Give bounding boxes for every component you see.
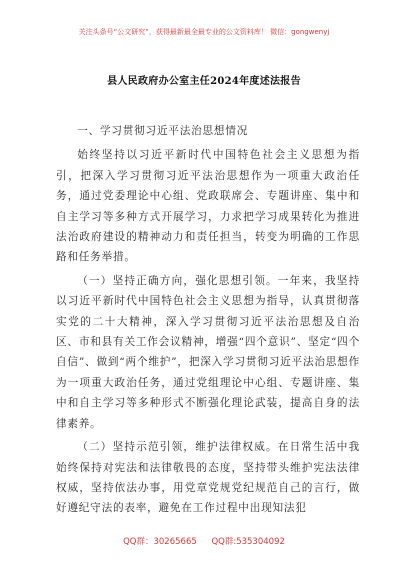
- paragraph-1: （一）坚持正确方向，强化思想引领。一年来，我坚持以习近平新时代中国特色社会主义思想为指导，认真贯彻落实党的二十大精神，深入学习贯彻习近平法治思想及自治区、市和县有关工作会议精神，增强“四个意识”、坚定“四个自信”、做到“两个维护”，把深入学习贯彻习近平法治思想作为一项重大政治任务，通过党组理论中心组、专题讲座、集中和自主学习等多种形式不断强化理论武装，提高自身的法律素养。: [56, 274, 360, 430]
- footer-qq-group-1: QQ群：30265665: [123, 537, 197, 547]
- document-title: 县人民政府办公室主任2024年度述法报告: [107, 76, 301, 87]
- footer-qq-group-2: QQ群:535304092: [211, 537, 285, 547]
- paragraph-2: （二）坚持示范引领，维护法律权威。在日常生活中我始终保持对宪法和法律敬畏的态度，坚持带头维护宪法法律权威，坚持依法办事，用党章党规党纪规范自己的言行，做好遵纪守法的表率，避免在工作过程中出现知法犯: [56, 441, 360, 515]
- section-heading: 一、学习贯彻习近平法治思想情况: [77, 125, 249, 137]
- intro-paragraph: 始终坚持以习近平新时代中国特色社会主义思想为指引，把深入学习贯彻习近平法治思想作为一项重大政治任务，通过党委理论中心组、党政联席会、专题讲座、集中和自主学习等多种方式开展学习，力求把学习成果转化为推进法治政府建设的精神动力和责任担当，转变为明确的工作思路和任务举措。: [56, 149, 360, 264]
- footer-contact: [0, 535, 408, 547]
- promo-banner: 关注头条号“公文研究”，获得最新最全最专业的公文资料库！ 微信：gongwenyj: [78, 28, 330, 36]
- document-body: [56, 121, 360, 522]
